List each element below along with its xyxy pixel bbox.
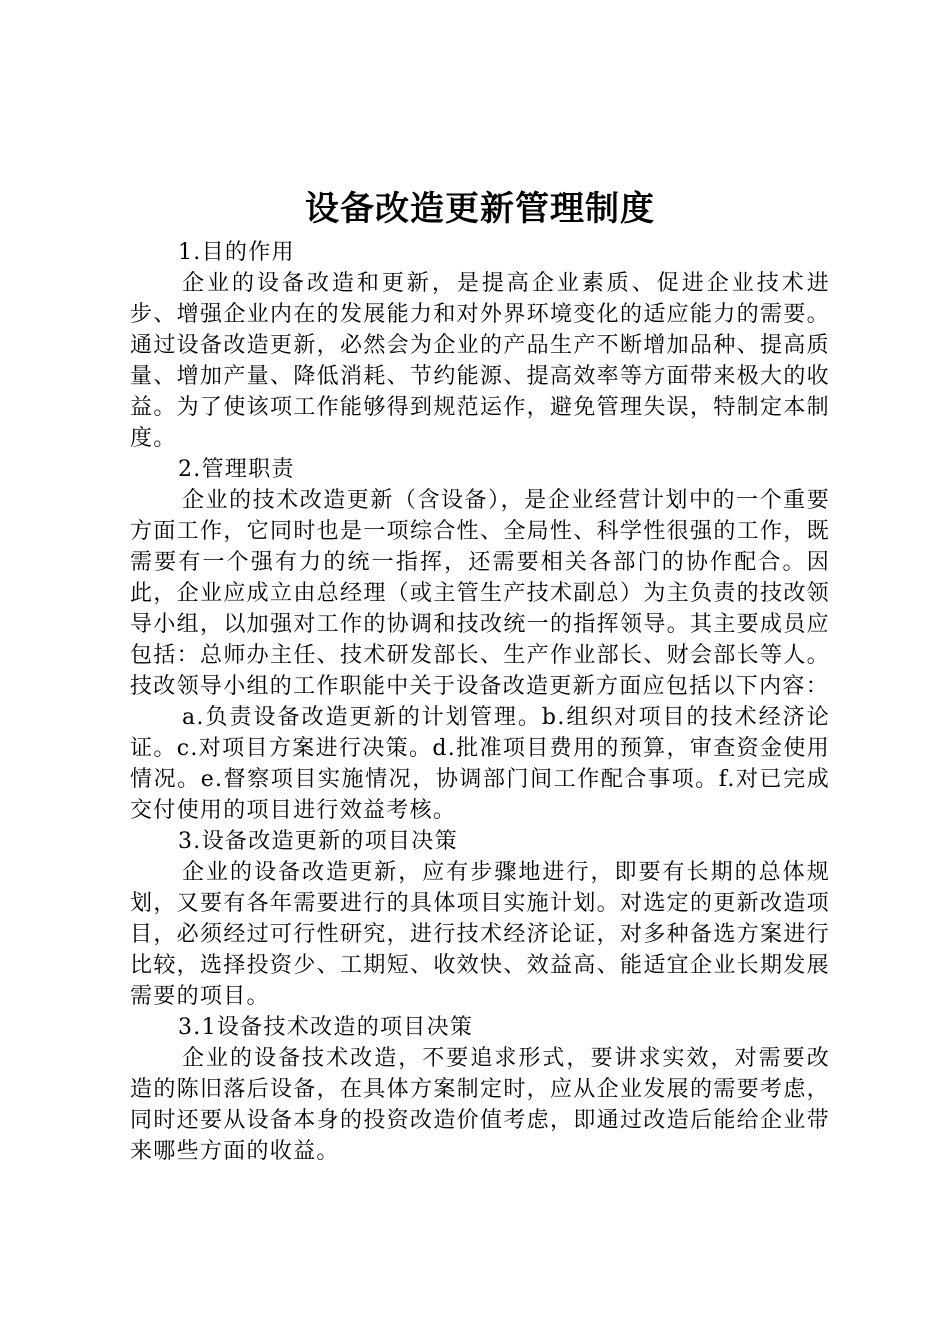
section-heading: 1.目的作用 (178, 240, 295, 265)
section-heading: 3.1设备技术改造的项目决策 (178, 1015, 474, 1040)
document-body (130, 237, 830, 1167)
document-title: 设备改造更新管理制度 (305, 189, 655, 229)
paragraph: a.负责设备改造更新的计划管理。b.组织对项目的技术经济论证。c.对项目方案进行决策。d.批准项目费用的预算，审查资金使用情况。e.督察项目实施情况，协调部门间工作配合事项。f.对已完成交付使用的项目进行效益考核。 (130, 705, 830, 823)
section-heading: 3.设备改造更新的项目决策 (178, 829, 458, 854)
paragraph: 企业的技术改造更新（含设备），是企业经营计划中的一个重要方面工作，它同时也是一项综合性、全局性、科学性很强的工作，既需要有一个强有力的统一指挥，还需要相关各部门的协作配合。因此，企业应成立由总经理（或主管生产技术副总）为主负责的技改领导小组，以加强对工作的协调和技改统一的指挥领导。其主要成员应包括：总师办主任、技术研发部长、生产作业部长、财会部长等人。技改领导小组的工作职能中关于设备改造更新方面应包括以下内容： (130, 488, 830, 699)
paragraph: 企业的设备改造更新，应有步骤地进行，即要有长期的总体规划，又要有各年需要进行的具体项目实施计划。对选定的更新改造项目，必须经过可行性研究，进行技术经济论证，对多种备选方案进行比较，选择投资少、工期短、收效快、效益高、能适宜企业长期发展需要的项目。 (130, 860, 830, 1009)
section-heading: 2.管理职责 (178, 457, 295, 482)
paragraph: 企业的设备技术改造，不要追求形式，要讲求实效，对需要改造的陈旧落后设备，在具体方案制定时，应从企业发展的需要考虑，同时还要从设备本身的投资改造价值考虑，即通过改造后能给企业带来哪些方面的收益。 (130, 1046, 830, 1164)
document-page (130, 185, 830, 1167)
paragraph: 企业的设备改造和更新，是提高企业素质、促进企业技术进步、增强企业内在的发展能力和对外界环境变化的适应能力的需要。通过设备改造更新，必然会为企业的产品生产不断增加品种、提高质量、增加产量、降低消耗、节约能源、提高效率等方面带来极大的收益。为了使该项工作能够得到规范运作，避免管理失误，特制定本制度。 (130, 271, 830, 451)
